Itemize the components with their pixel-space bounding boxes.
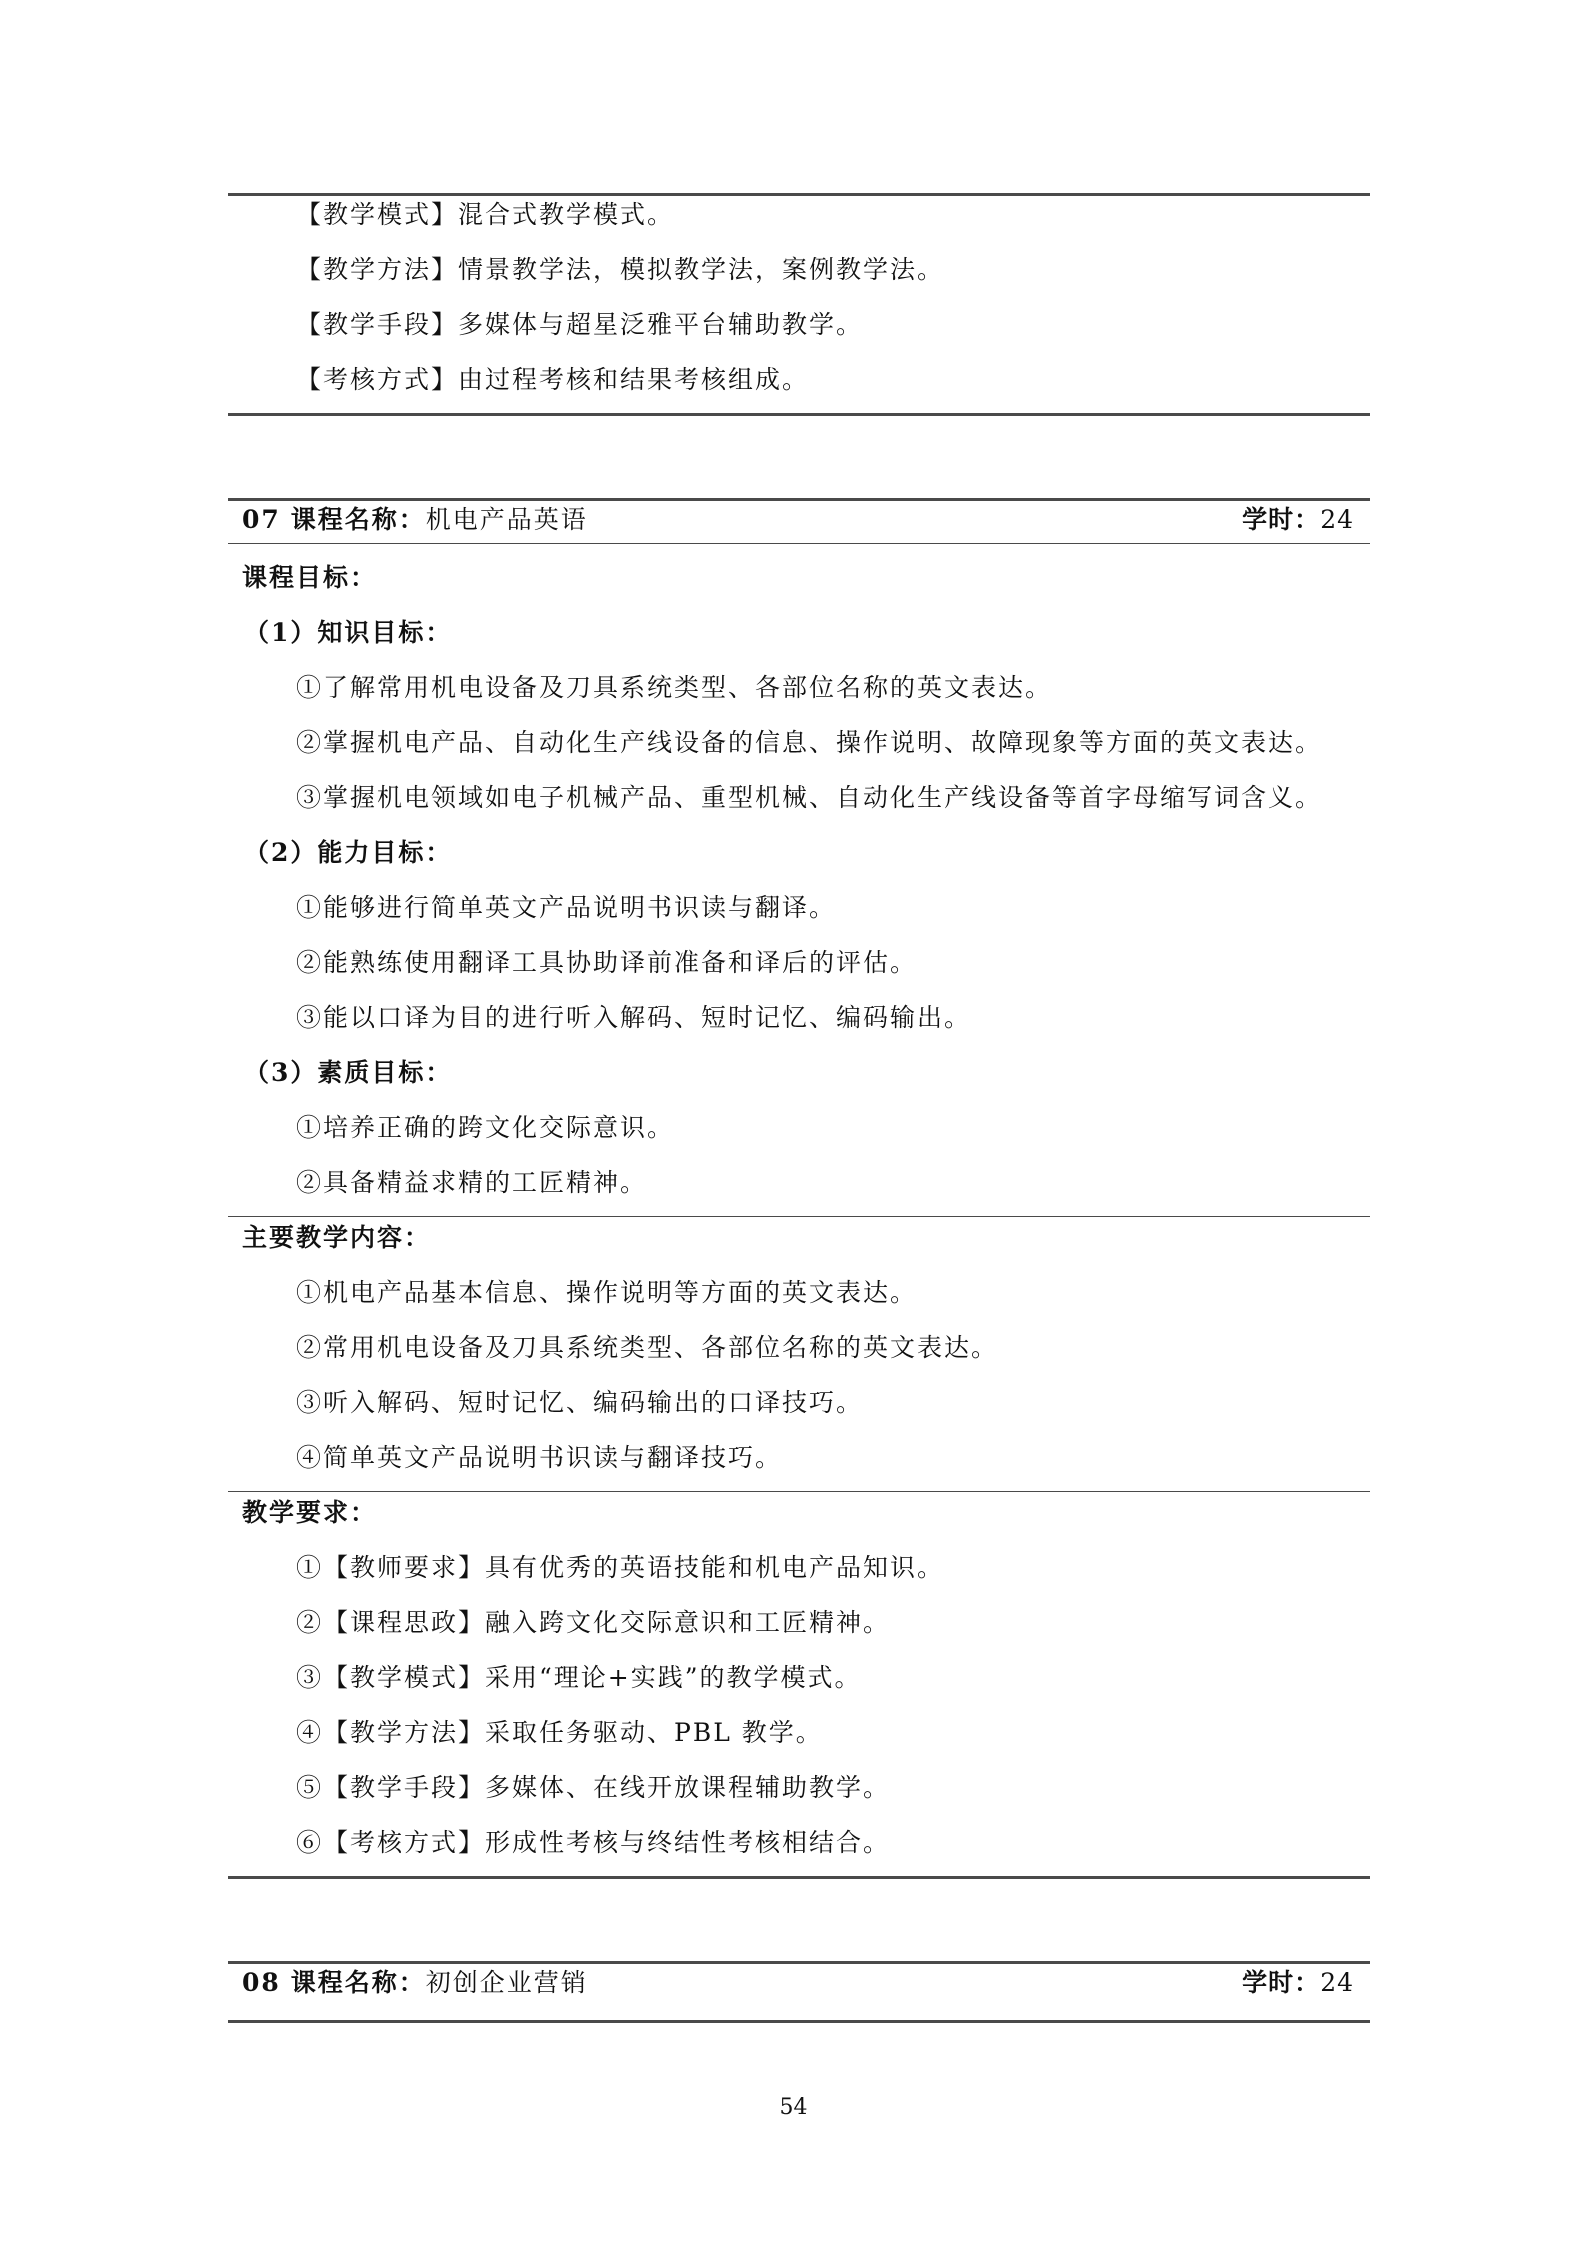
table-bottom-rule <box>228 413 1370 416</box>
text-line: 【教学模式】混合式教学模式。 <box>296 200 675 229</box>
list-item: ①机电产品基本信息、操作说明等方面的英文表达。 <box>296 1278 918 1307</box>
text-line: 【教学手段】多媒体与超星泛雅平台辅助教学。 <box>296 310 864 339</box>
table-bottom-rule <box>228 1876 1370 1879</box>
text-line: 【教学方法】情景教学法，模拟教学法，案例教学法。 <box>296 255 945 284</box>
list-item: ②【课程思政】融入跨文化交际意识和工匠精神。 <box>296 1608 891 1637</box>
course-number: 08 <box>242 1968 281 1997</box>
course-name-label: 课程名称： <box>290 1968 426 1997</box>
list-item: ②能熟练使用翻译工具协助译前准备和译后的评估。 <box>296 948 918 977</box>
section-heading-requirements: 教学要求： <box>242 1498 378 1527</box>
list-item: ⑥【考核方式】形成性考核与终结性考核相结合。 <box>296 1828 891 1857</box>
list-item: ⑤【教学手段】多媒体、在线开放课程辅助教学。 <box>296 1773 891 1802</box>
page-number: 54 <box>779 2095 808 2120</box>
list-item: ④【教学方法】采取任务驱动、PBL 教学。 <box>296 1718 823 1747</box>
subheading-knowledge: （1）知识目标： <box>244 618 453 647</box>
section-heading-content: 主要教学内容： <box>242 1223 432 1252</box>
list-item: ③听入解码、短时记忆、编码输出的口译技巧。 <box>296 1388 864 1417</box>
subheading-quality: （3）素质目标： <box>244 1058 453 1087</box>
course-number: 07 <box>242 505 281 534</box>
course-hours <box>1242 500 1354 540</box>
course-name: 机电产品英语 <box>425 505 588 534</box>
course-name: 初创企业营销 <box>425 1968 588 1997</box>
row-divider <box>228 1216 1370 1217</box>
course-name-label: 课程名称： <box>290 505 426 534</box>
subheading-ability: （2）能力目标： <box>244 838 453 867</box>
list-item: ④简单英文产品说明书识读与翻译技巧。 <box>296 1443 783 1472</box>
list-item: ③能以口译为目的进行听入解码、短时记忆、编码输出。 <box>296 1003 972 1032</box>
row-divider <box>228 1491 1370 1492</box>
table-bottom-rule <box>228 2020 1370 2023</box>
hours-value: 24 <box>1320 1968 1354 1997</box>
hours-value: 24 <box>1320 505 1354 534</box>
list-item: ②掌握机电产品、自动化生产线设备的信息、操作说明、故障现象等方面的英文表达。 <box>296 728 1323 757</box>
list-item: ①培养正确的跨文化交际意识。 <box>296 1113 675 1142</box>
text-line: 【考核方式】由过程考核和结果考核组成。 <box>296 365 810 394</box>
list-item: ③【教学模式】采用“理论+实践”的教学模式。 <box>296 1663 862 1692</box>
hours-label: 学时： <box>1242 1968 1321 1997</box>
list-item: ②具备精益求精的工匠精神。 <box>296 1168 648 1197</box>
course-title-row <box>242 500 588 540</box>
row-divider <box>228 543 1370 544</box>
hours-label: 学时： <box>1242 505 1321 534</box>
list-item: ①了解常用机电设备及刀具系统类型、各部位名称的英文表达。 <box>296 673 1053 702</box>
list-item: ①【教师要求】具有优秀的英语技能和机电产品知识。 <box>296 1553 945 1582</box>
course-title-row <box>242 1963 588 2003</box>
list-item: ③掌握机电领域如电子机械产品、重型机械、自动化生产线设备等首字母缩写词含义。 <box>296 783 1323 812</box>
course-hours <box>1242 1963 1354 2003</box>
list-item: ②常用机电设备及刀具系统类型、各部位名称的英文表达。 <box>296 1333 999 1362</box>
list-item: ①能够进行简单英文产品说明书识读与翻译。 <box>296 893 837 922</box>
section-heading-goals: 课程目标： <box>242 563 378 592</box>
